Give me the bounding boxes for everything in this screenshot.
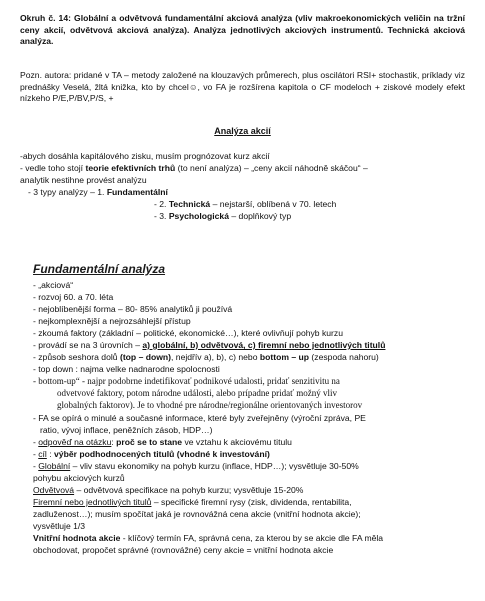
page-title: [20, 13, 465, 48]
analysis-type-3: - 3. Psychologická – doplňkový typ: [154, 211, 292, 221]
fa-line-bottom-up: odvetvové faktory, potom národne události, alebo prípadne pridať možný vliv: [57, 388, 337, 398]
fa-line-global: - Globální – vliv stavu ekonomiky na pohyb kurzu (inflace, HDP…); vysvětluje 30-50%: [33, 461, 359, 471]
fa-line: - nejkomplexnější a nejrozsáhlejší přístup: [33, 316, 191, 326]
fa-line-bottom-up: globalných faktorov). Je to vhodné pre národne/regionálne orientovaných investorov: [57, 400, 363, 410]
fa-line-question: - odpověď na otázku: proč se to stane ve vztahu k akciovému titulu: [33, 437, 292, 447]
intro-line: -abych dosáhla kapitálového zisku, musím prognózovat kurz akcií: [20, 151, 270, 161]
fa-line: vysvětluje 1/3: [33, 521, 86, 531]
fa-line: - „akciová“: [33, 280, 74, 290]
fa-line: obchodovat, propočet správné (rovnovážné) ceny akcie = vnitřní hodnota akcie: [33, 545, 334, 555]
fa-line-bottom-up: - bottom-up“ - najpr podobrne indetifikovať podnikové udalosti, pridať senzitivitu na: [33, 376, 340, 386]
fa-line-approach: - způsob seshora dolů (top – down), nejdřív a), b), c) nebo bottom – up (zespoda nahoru): [33, 352, 379, 362]
fa-line-intrinsic: Vnitřní hodnota akcie - klíčový termín FA, správná cena, za kterou by se akcie dle FA měla: [33, 533, 384, 543]
fa-line: - zkoumá faktory (základní – politické, ekonomické…), které ovlivňují pohyb kurzu: [33, 328, 343, 338]
fa-line: zadluženost…); musím spočítat jaká je rovnovážná cena akcie (vnitřní hodnota akcie);: [33, 509, 361, 519]
author-note: Pozn. autora: pridané v TA – metody založené na klouzavých průmerech, plus oscilátori RSI+ stochastik, príklady viz prednášky Veselá, žltá knižka, kto by chcel☺, vo FA je rozšírena kapitola o CF modeloch + ziskové modely efekt nízkeho P/E,P/BV,P/S, +: [20, 70, 465, 103]
section-heading-analyza-akcii: Analýza akcií: [214, 126, 271, 136]
fa-line: - rozvoj 60. a 70. léta: [33, 292, 114, 302]
fa-line-goal: - cíl : výběr podhodnocených titulů (vhodné k investování): [33, 449, 270, 459]
analysis-type-1: - 3 typy analýzy – 1. Fundamentální: [28, 187, 168, 197]
intro-line: - vedle toho stojí teorie efektivních trhů (to není analýza) – „ceny akcií náhodně skáčou“ –: [20, 163, 368, 173]
fa-line-sector: Odvětvová – odvětvová specifikace na pohyb kurzu; vysvětluje 15-20%: [33, 485, 304, 495]
fa-line: - top down : najma velke nadnarodne spolocnosti: [33, 364, 220, 374]
fa-line: - nejoblíbenější forma – 80- 85% analytiků ji používá: [33, 304, 233, 314]
title-prefix: Okruh č. 14:: [20, 13, 71, 23]
section-heading-fundamental: Fundamentální analýza: [33, 262, 166, 276]
fa-line-firm: Firemní nebo jednotlivých titulů – specifické firemní rysy (zisk, dividenda, rentabilita,: [33, 497, 352, 507]
title-text: Globální a odvětvová fundamentální akciová analýza (vliv makroekonomických veličin na tržní ceny akcií, odvětvová akciová analýza). Analýza jednotlivých akciových instrumentů. Technická akciová analýza.: [20, 13, 465, 46]
fa-line: - FA se opírá o minulé a současné informace, které byly zveřejněny (výroční zpráva, PE: [33, 413, 366, 423]
fa-line: ratio, vývoj inflace, peněžních zásob, HDP…): [40, 425, 213, 435]
fa-line-levels: - provádí se na 3 úrovních – a) globální, b) odvětvová, c) firemní nebo jednotlivých titulů: [33, 340, 386, 350]
fa-line: pohybu akciových kurzů: [33, 473, 125, 483]
intro-line: analytik nestihne provést analýzu: [20, 175, 147, 185]
analysis-type-2: - 2. Technická – nejstarší, oblíbená v 70. letech: [154, 199, 337, 209]
